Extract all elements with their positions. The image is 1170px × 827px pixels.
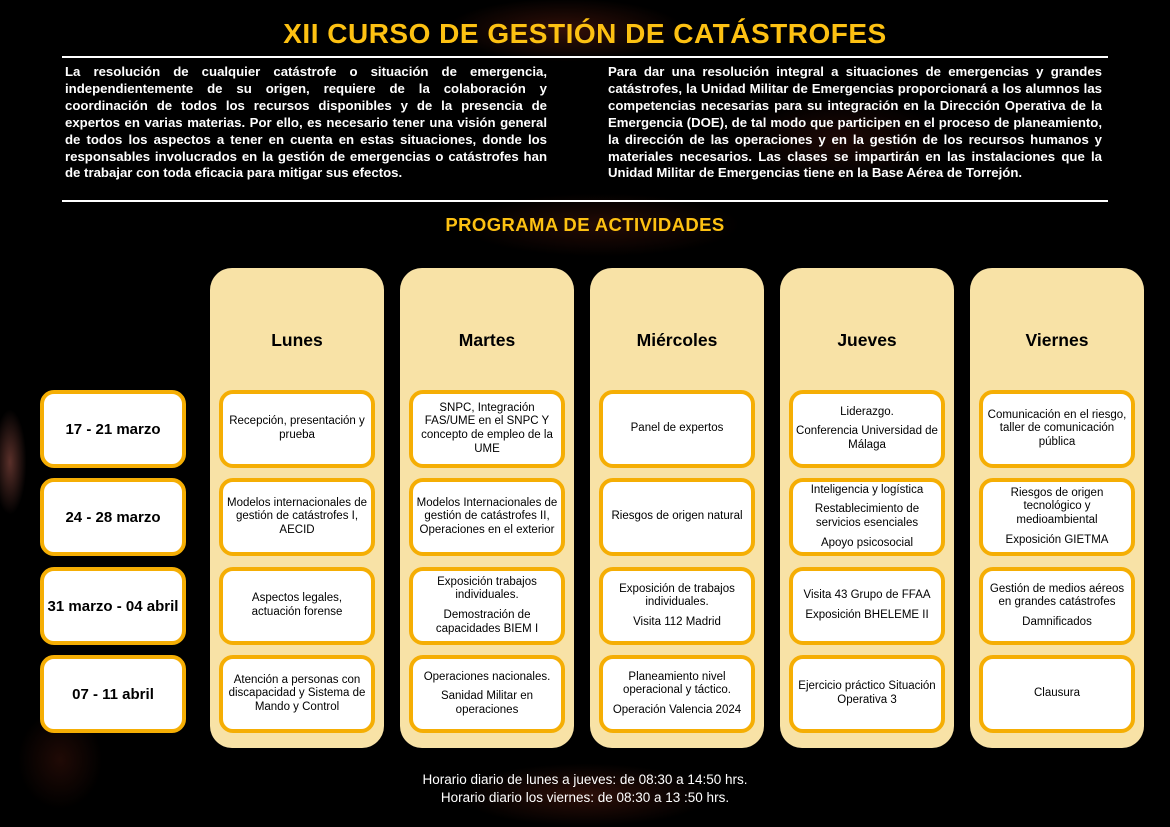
schedule-cell [219, 655, 375, 733]
schedule-cell [599, 390, 755, 468]
divider-under-intro [62, 200, 1108, 202]
day-header-miercoles: Miércoles [636, 330, 718, 350]
cell-text: Aspectos legales, actuación forense [251, 592, 343, 618]
schedule-cell [409, 478, 565, 556]
week-label-0: 17 - 21 marzo [40, 390, 186, 468]
day-header-viernes: Viernes [1025, 330, 1089, 350]
cell-text: Clausura [1033, 687, 1081, 700]
schedule-cell [599, 567, 755, 645]
schedule-cell [409, 655, 565, 733]
cell-text: Inteligencia y logística [810, 483, 924, 496]
intro-paragraph-right: Para dar una resolución integral a situaciones de emergencias y grandes catástrofes, la Unidad Militar de Emergencias proporcionará a los alumnos las competencias necesarias para su integración en la Dirección Operativa de la Emergencia (DOE), de tal modo que participen en el proceso de planeamiento, la dirección de las operaciones y en la gestión de los recursos humanos y materiales necesarios. Las clases se impartirán en las instalaciones que la Unidad Militar de Emergencias tiene en la Base Aérea de Torrejón. [608, 64, 1102, 181]
cell-text: Restablecimiento de servicios esenciales [814, 503, 920, 529]
program-heading: PROGRAMA DE ACTIVIDADES [445, 214, 725, 235]
schedule-cell [979, 390, 1135, 468]
cell-text: Recepción, presentación y prueba [229, 415, 365, 441]
cell-text: Riesgos de origen natural [611, 510, 743, 523]
day-column-viernes [970, 268, 1144, 748]
day-header-martes: Martes [458, 330, 516, 350]
schedule-cell [789, 390, 945, 468]
week-label-1: 24 - 28 marzo [40, 478, 186, 556]
cell-text: Exposición BHELEME II [805, 609, 929, 621]
cell-text: Atención a personas con discapacidad y Sistema de Mando y Control [228, 673, 366, 713]
day-header-lunes: Lunes [271, 330, 323, 350]
cell-text: Gestión de medios aéreos en grandes catástrofes [989, 582, 1125, 609]
schedule-cell [789, 478, 945, 556]
schedule-cell [979, 478, 1135, 556]
cell-text: Panel de expertos [630, 422, 724, 435]
cell-text: Exposición trabajos individuales. [437, 575, 537, 602]
schedule-cell [219, 390, 375, 468]
schedule-cell [599, 655, 755, 733]
schedule-cell [789, 655, 945, 733]
footer-line-2: Horario diario los viernes: de 08:30 a 13 :50 hrs. [440, 790, 730, 805]
page-title: XII CURSO DE GESTIÓN DE CATÁSTROFES [283, 18, 887, 49]
cell-text: Operación Valencia 2024 [612, 703, 742, 716]
cell-text: Sanidad Militar en operaciones [440, 690, 534, 716]
schedule-cell [409, 390, 565, 468]
cell-text: Visita 43 Grupo de FFAA [803, 589, 931, 602]
schedule-cell [979, 567, 1135, 645]
divider-under-title [62, 56, 1108, 58]
cell-text: SNPC, Integración FAS/UME en el SNPC Y concepto de empleo de la UME [421, 401, 553, 455]
schedule-cell [789, 567, 945, 645]
cell-text: Riesgos de origen tecnológico y medioambiental [1010, 486, 1104, 526]
cell-text: Exposición de trabajos individuales. [619, 582, 735, 609]
cell-text: Apoyo psicosocial [820, 536, 914, 549]
cell-text: Conferencia Universidad de Málaga [796, 425, 938, 451]
week-label-3: 07 - 11 abril [40, 655, 186, 733]
cell-text: Modelos internacionales de gestión de catástrofes I, AECID [226, 496, 367, 536]
cell-text: Visita 112 Madrid [633, 615, 721, 628]
cell-text: Planeamiento nivel operacional y táctico. [622, 670, 732, 697]
day-column-martes [400, 268, 574, 748]
schedule-cell [219, 567, 375, 645]
cell-text: Damnificados [1022, 615, 1092, 628]
footer-schedule [0, 771, 1170, 807]
schedule-cell [979, 655, 1135, 733]
day-column-lunes [210, 268, 384, 748]
cell-text: Ejercicio práctico Situación Operativa 3 [798, 680, 936, 706]
week-label-2: 31 marzo - 04 abril [40, 567, 186, 645]
day-column-jueves [780, 268, 954, 748]
cell-text: Comunicación en el riesgo, taller de comunicación pública [987, 408, 1127, 448]
schedule-cell [409, 567, 565, 645]
cell-text: Operaciones nacionales. [423, 670, 551, 683]
footer-line-1: Horario diario de lunes a jueves: de 08:30 a 14:50 hrs. [422, 772, 748, 787]
schedule-cell [219, 478, 375, 556]
day-column-miercoles [590, 268, 764, 748]
day-header-jueves: Jueves [837, 330, 897, 350]
cell-text: Exposición GIETMA [1005, 533, 1109, 546]
schedule-cell [599, 478, 755, 556]
cell-text: Modelos Internacionales de gestión de catástrofes II, Operaciones en el exterior [416, 496, 558, 536]
intro-paragraph-left: La resolución de cualquier catástrofe o situación de emergencia, independientemente de su origen, requiere de la colaboración y coordinación de todos los recursos disponibles y de la presencia de expertos en varias materias. Por ello, es necesario tener una visión general de todos los aspectos a tener en cuenta en estas situaciones, donde los responsables involucrados en la gestión de emergencias o catástrofes han de trabajar con toda eficacia para mitigar sus efectos. [65, 64, 547, 181]
cell-text: Demostración de capacidades BIEM I [435, 609, 539, 635]
cell-text: Liderazgo. [840, 405, 894, 418]
